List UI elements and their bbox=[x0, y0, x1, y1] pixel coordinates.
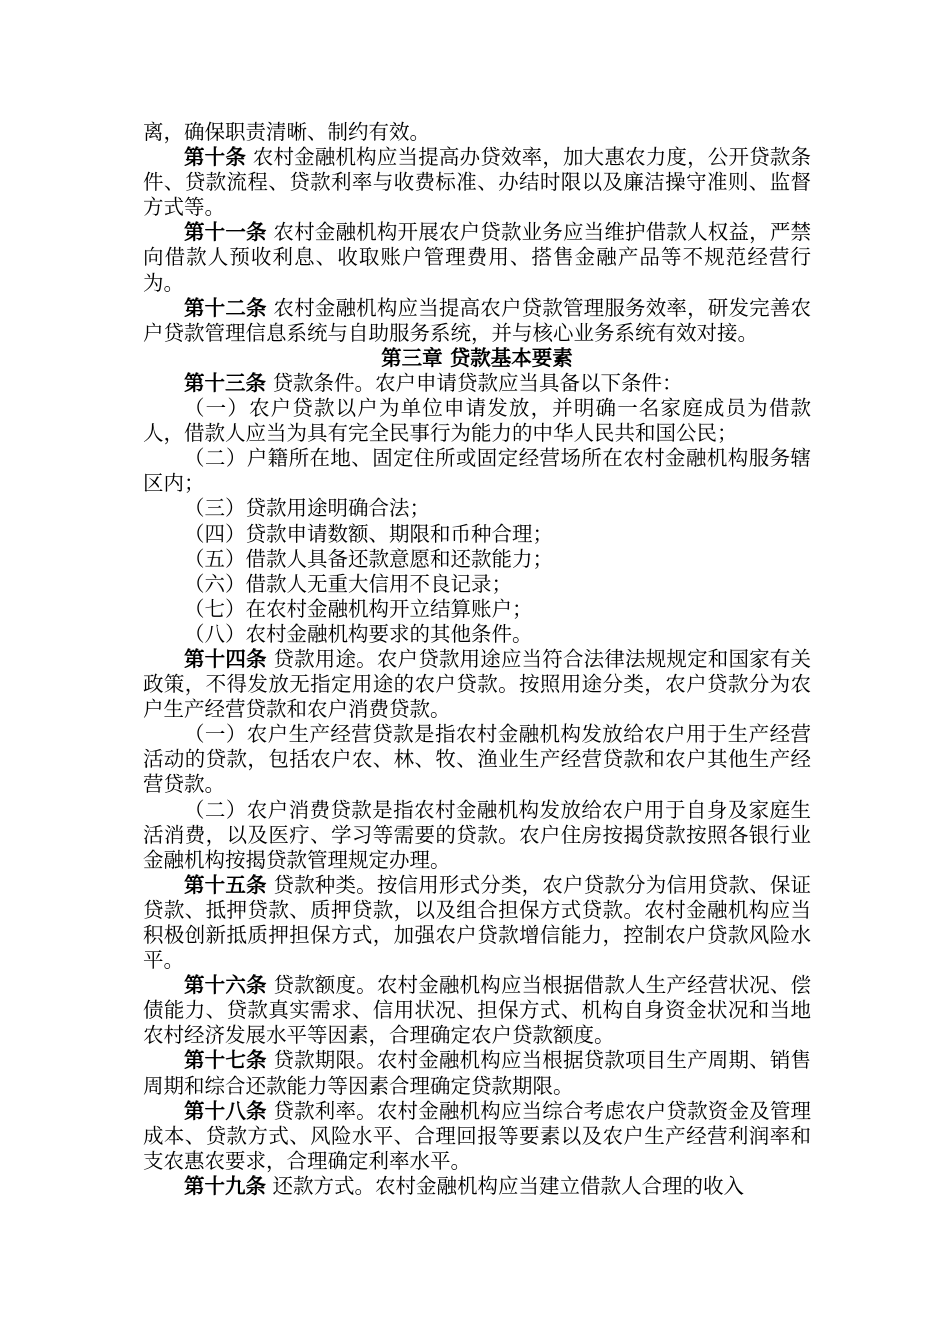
list-item: （八）农村金融机构要求的其他条件。 bbox=[184, 621, 533, 646]
article-15 bbox=[143, 873, 811, 973]
article-17 bbox=[143, 1048, 811, 1098]
list-item: （七）在农村金融机构开立结算账户； bbox=[184, 596, 533, 621]
article-label: 第十九条 bbox=[184, 1173, 266, 1198]
article-text: 贷款条件。农户申请贷款应当具备以下条件： bbox=[266, 370, 683, 395]
article-text: 还款方式。农村金融机构应当建立借款人合理的收入 bbox=[266, 1173, 745, 1198]
article-19 bbox=[143, 1174, 811, 1199]
article-label: 第十六条 bbox=[184, 973, 267, 998]
article-label: 第十三条 bbox=[184, 370, 266, 395]
article-label: 第十八条 bbox=[184, 1098, 267, 1123]
paragraph-continuation: 离，确保职责清晰、制约有效。 bbox=[143, 120, 430, 144]
article-text: 农村金融机构开展农户贷款业务应当维护借款人权益，严禁向借款人预收利息、收取账户管理费用、搭售金融产品等不规范经营行为。 bbox=[143, 220, 812, 295]
article-label: 第十四条 bbox=[184, 646, 267, 671]
list-item: （四）贷款申请数额、期限和币种合理； bbox=[184, 521, 553, 546]
list-item: （三）贷款用途明确合法； bbox=[184, 496, 430, 521]
article-label: 第十条 bbox=[184, 145, 247, 170]
article-text: 贷款期限。农村金融机构应当根据贷款项目生产周期、销售周期和综合还款能力等因素合理确定贷款期限。 bbox=[143, 1048, 812, 1098]
article-label: 第十二条 bbox=[184, 295, 267, 320]
article-18 bbox=[143, 1099, 811, 1174]
chapter-heading: 第三章 贷款基本要素 bbox=[381, 345, 573, 370]
list-item: （一）农户贷款以户为单位申请发放，并明确一名家庭成员为借款人，借款人应当为具有完全民事行为能力的中华人民共和国公民； bbox=[143, 396, 811, 446]
article-16 bbox=[143, 973, 811, 1048]
article-text: 贷款种类。按信用形式分类，农户贷款分为信用贷款、保证贷款、抵押贷款、质押贷款，以及组合担保方式贷款。农村金融机构应当积极创新抵质押担保方式，加强农户贷款增信能力，控制农户贷款风险水平。 bbox=[143, 872, 812, 973]
list-item: （五）借款人具备还款意愿和还款能力； bbox=[184, 546, 553, 571]
article-text: 贷款额度。农村金融机构应当根据借款人生产经营状况、偿债能力、贷款真实需求、信用状况、担保方式、机构自身资金状况和当地农村经济发展水平等因素，合理确定农户贷款额度。 bbox=[143, 973, 812, 1048]
article-13 bbox=[143, 371, 811, 396]
article-11 bbox=[143, 220, 811, 295]
article-label: 第十五条 bbox=[184, 872, 267, 897]
article-12 bbox=[143, 296, 811, 346]
list-item: （二）农户消费贷款是指农村金融机构发放给农户用于自身及家庭生活消费，以及医疗、学习等需要的贷款。农户住房按揭贷款按照各银行业金融机构按揭贷款管理规定办理。 bbox=[143, 797, 811, 872]
article-text: 农村金融机构应当提高办贷效率，加大惠农力度，公开贷款条件、贷款流程、贷款利率与收费标准、办结时限以及廉洁操守准则、监督方式等。 bbox=[143, 145, 812, 220]
article-label: 第十七条 bbox=[184, 1048, 267, 1073]
document-page bbox=[143, 120, 811, 1199]
article-10 bbox=[143, 145, 811, 220]
list-item: （二）户籍所在地、固定住所或固定经营场所在农村金融机构服务辖区内； bbox=[143, 446, 811, 496]
article-14 bbox=[143, 647, 811, 722]
article-text: 贷款利率。农村金融机构应当综合考虑农户贷款资金及管理成本、贷款方式、风险水平、合理回报等要素以及农户生产经营利润率和支农惠农要求，合理确定利率水平。 bbox=[143, 1098, 812, 1173]
list-item: （一）农户生产经营贷款是指农村金融机构发放给农户用于生产经营活动的贷款，包括农户农、林、牧、渔业生产经营贷款和农户其他生产经营贷款。 bbox=[143, 722, 811, 797]
article-text: 农村金融机构应当提高农户贷款管理服务效率，研发完善农户贷款管理信息系统与自助服务系统，并与核心业务系统有效对接。 bbox=[143, 295, 812, 345]
article-label: 第十一条 bbox=[184, 220, 267, 245]
article-text: 贷款用途。农户贷款用途应当符合法律法规规定和国家有关政策，不得发放无指定用途的农户贷款。按照用途分类，农户贷款分为农户生产经营贷款和农户消费贷款。 bbox=[143, 646, 812, 722]
list-item: （六）借款人无重大信用不良记录； bbox=[184, 571, 512, 596]
